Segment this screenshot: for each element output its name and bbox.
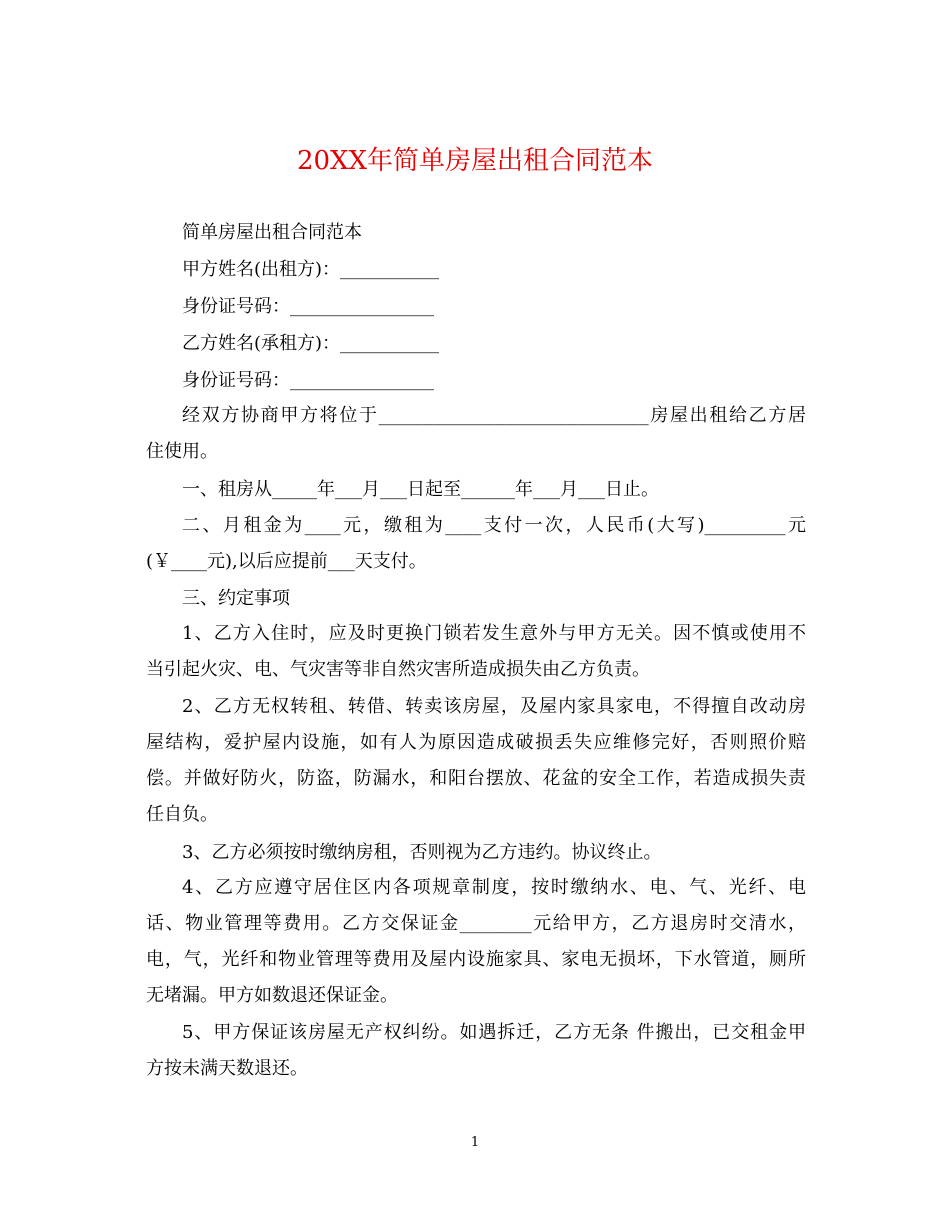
party-a-name-field: 甲方姓名(出租方)：___________: [182, 259, 440, 280]
party-a-id-field: 身份证号码：________________: [182, 296, 434, 317]
item-1-line-2: 当引起火灾、电、气灾害等非自然灾害所造成损失由乙方负责。: [146, 659, 650, 680]
item-2-line-4: 任自负。: [146, 804, 218, 825]
clause-1-rental-period: 一、租房从_____年___月___日起至______年___月___日止。: [182, 479, 659, 500]
item-4-line-3: 电，气，光纤和物业管理等费用及屋内设施家具、家电无损坏，下水管道，厕所: [146, 949, 806, 970]
page-number: 1: [470, 1135, 480, 1150]
item-4-line-1: 4、乙方应遵守居住区内各项规章制度，按时缴纳水、电、气、光纤、电: [182, 877, 806, 898]
contract-heading: 简单房屋出租合同范本: [182, 222, 362, 243]
item-2-line-3: 偿。并做好防火，防盗，防漏水，和阳台摆放、花盆的安全工作，若造成损失责: [146, 768, 806, 789]
item-3-line: 3、乙方必须按时缴纳房租，否则视为乙方违约。协议终止。: [182, 842, 662, 863]
party-b-id-field: 身份证号码：________________: [182, 370, 434, 391]
item-5-line-1: 5、甲方保证该房屋无产权纠纷。如遇拆迁，乙方无条 件搬出，已交租金甲: [182, 1022, 806, 1043]
clause-2-line-1: 二、月租金为____元，缴租为____支付一次，人民币(大写)_________元: [182, 515, 806, 536]
item-2-line-2: 屋结构，爱护屋内设施，如有人为原因造成破损丢失应维修完好，否则照价赔: [146, 732, 806, 753]
item-2-line-1: 2、乙方无权转租、转借、转卖该房屋，及屋内家具家电，不得擅自改动房: [182, 696, 806, 717]
intro-line-2: 住使用。: [146, 441, 218, 462]
document-title: 20XX年简单房屋出租合同范本: [296, 146, 654, 176]
intro-line-1: 经双方协商甲方将位于______________________________房屋出租给乙方居: [182, 405, 806, 426]
item-4-line-4: 无堵漏。甲方如数退还保证金。: [146, 985, 398, 1006]
party-b-name-field: 乙方姓名(承租方)：___________: [182, 333, 440, 354]
clause-2-line-2: (￥____元),以后应提前___天支付。: [146, 551, 427, 572]
item-5-line-2: 方按未满天数退还。: [146, 1058, 308, 1079]
item-4-line-2: 话、物业管理等费用。乙方交保证金________元给甲方，乙方退房时交清水，: [146, 913, 806, 934]
item-1-line-1: 1、乙方入住时，应及时更换门锁若发生意外与甲方无关。因不慎或使用不: [182, 623, 806, 644]
clause-3-heading: 三、约定事项: [182, 588, 290, 609]
